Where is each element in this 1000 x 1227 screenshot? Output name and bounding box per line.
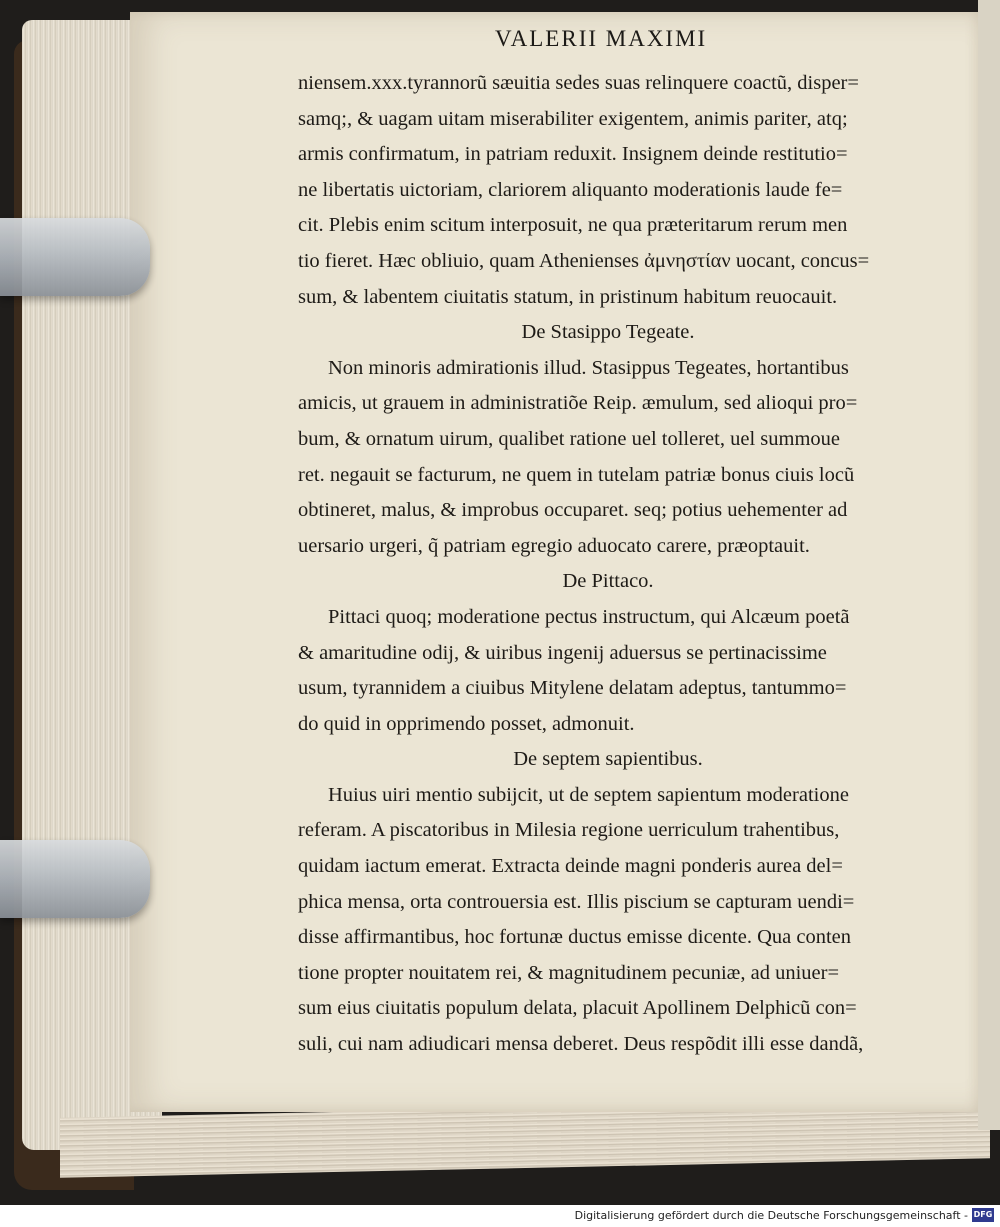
text-line: ne libertatis uictoriam, clariorem aliquanto moderationis laude fe= bbox=[298, 178, 843, 201]
text-line: obtineret, malus, & improbus occuparet. seq; potius uehementer ad bbox=[298, 499, 848, 522]
text-line: bum, & ornatum uirum, qualibet ratione uel tolleret, uel summoue bbox=[298, 427, 840, 450]
text-line: samq;, & uagam uitam miserabiliter exigentem, animis pariter, atq; bbox=[298, 107, 848, 130]
text-line: quidam iactum emerat. Extracta deinde magni ponderis aurea del= bbox=[298, 855, 843, 878]
text-line: sum, & labentem ciuitatis statum, in pristinum habitum reuocauit. bbox=[298, 285, 838, 308]
footer-bar bbox=[0, 1205, 1000, 1227]
text-line: Pittaci quoq; moderatione pectus instructum, qui Alcæum poetã bbox=[328, 605, 850, 628]
book-clip-bottom bbox=[0, 840, 150, 918]
text-line: tione propter nouitatem rei, & magnitudinem pecuniæ, ad uniuer= bbox=[298, 961, 840, 984]
footer-credit: Digitalisierung gefördert durch die Deutsche Forschungsgemeinschaft - bbox=[574, 1209, 968, 1222]
text-line: cit. Plebis enim scitum interposuit, ne qua præteritarum rerum men bbox=[298, 214, 848, 237]
text-line: ret. negauit se facturum, ne quem in tutelam patriæ bonus ciuis locũ bbox=[298, 463, 855, 486]
text-line: sum eius ciuitatis populum delata, placuit Apollinem Delphicũ con= bbox=[298, 997, 857, 1020]
running-head: VALERII MAXIMI bbox=[495, 26, 708, 51]
text-line: Huius uiri mentio subijcit, ut de septem sapientum moderatione bbox=[328, 783, 849, 806]
text-line: do quid in opprimendo posset, admonuit. bbox=[298, 712, 635, 735]
dfg-logo: DFG bbox=[972, 1208, 994, 1222]
text-line: Non minoris admirationis illud. Stasippus Tegeates, hortantibus bbox=[328, 356, 849, 379]
text-line: phica mensa, orta controuersia est. Illis piscium se capturam uendi= bbox=[298, 890, 855, 913]
text-line: niensem.xxx.tyrannorũ sæuitia sedes suas relinquere coactũ, disper= bbox=[298, 72, 859, 94]
text-line: & amaritudine odij, & uiribus ingenij aduersus se pertinacissime bbox=[298, 641, 827, 664]
text-line: tio fieret. Hæc obliuio, quam Athenienses ἀμνηστίαν uocant, concus= bbox=[298, 249, 870, 272]
text-line: amicis, ut grauem in administratiõe Reip. æmulum, sed alioqui pro= bbox=[298, 392, 858, 415]
book-clip-top bbox=[0, 218, 150, 296]
section-heading: De Pittaco. bbox=[562, 570, 654, 593]
text-line: referam. A piscatoribus in Milesia regione uerriculum trahentibus, bbox=[298, 819, 840, 842]
text-line: usum, tyrannidem a ciuibus Mitylene delatam adeptus, tantummo= bbox=[298, 677, 847, 700]
page-right-edge bbox=[978, 0, 1000, 1130]
section-heading: De septem sapientibus. bbox=[513, 748, 703, 771]
text-block bbox=[298, 66, 918, 1063]
text-line: disse affirmantibus, hoc fortunæ ductus emisse dicente. Qua conten bbox=[298, 926, 851, 949]
section-heading: De Stasippo Tegeate. bbox=[521, 321, 695, 344]
text-line: uersario urgeri, q̃ patriam egregio aduocato carere, præoptauit. bbox=[298, 534, 810, 557]
text-line: suli, cui nam adiudicari mensa deberet. Deus respõdit illi esse dandã, bbox=[298, 1033, 864, 1056]
text-line: armis confirmatum, in patriam reduxit. Insignem deinde restitutio= bbox=[298, 143, 848, 166]
